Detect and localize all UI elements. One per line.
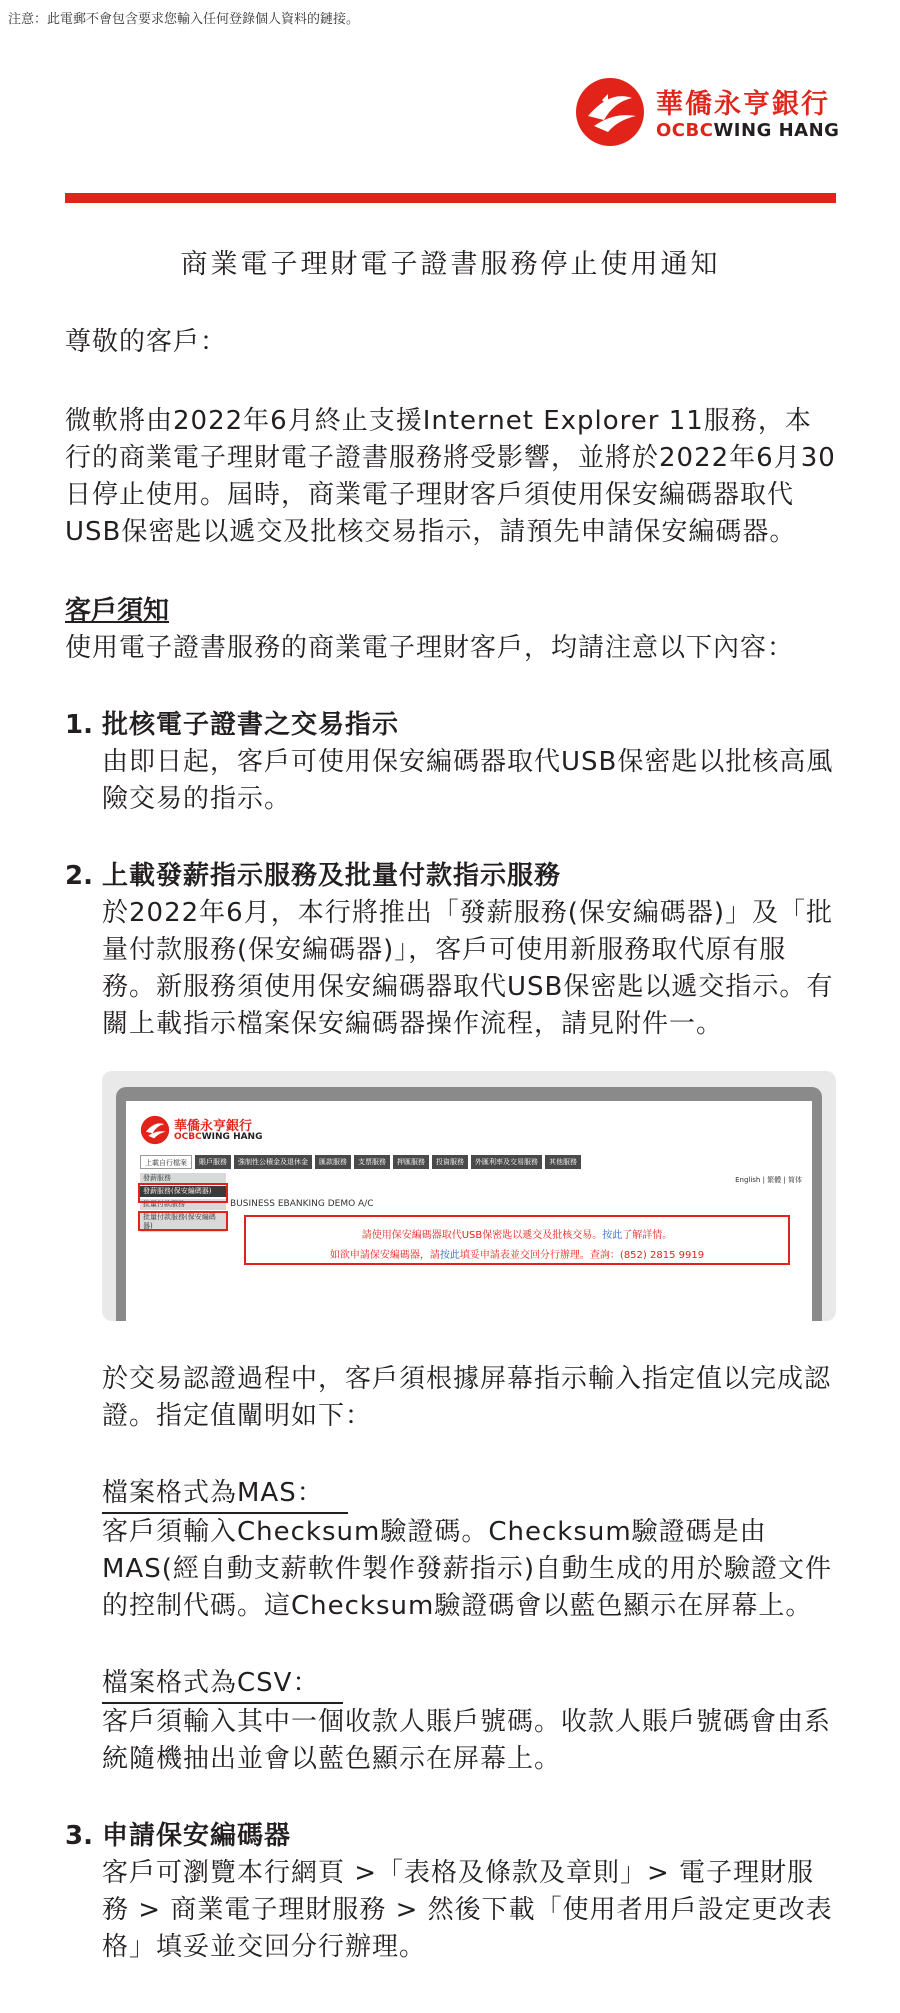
item-number: 1. — [65, 710, 93, 740]
highlight-box — [138, 1183, 228, 1203]
item-body: 客戶可瀏覽本行網頁 >「表格及條款及章則」> 電子理財服務 > 商業電子理財服務 > 然後下載「使用者用戶設定更改表格」填妥並交回分行辦理。 — [102, 1858, 833, 1962]
sidebar-item-bulk-payment: 批量付款服務 — [140, 1199, 226, 1210]
item-heading: 申請保安編碼器 — [102, 1821, 292, 1851]
salutation: 尊敬的客戶： — [65, 327, 228, 357]
bank-logo — [574, 72, 840, 150]
notice-text: 使用電子證書服務的商業電子理財客戶，均請注意以下內容： — [65, 633, 795, 663]
sidebar-item-payroll-token: 發薪服務(保安編碼器) — [140, 1186, 226, 1197]
intro-paragraph: 微軟將由2022年6月終止支援Internet Explorer 11服務，本行的商業電子理財電子證書服務將受影響，並將於2022年6月30日停止使用。屆時，商業電子理財客戶須使用保安編碼器取代USB保密匙以遞交及批核交易指示，請預先申請保安編碼器。 — [65, 406, 836, 547]
monitor-frame — [116, 1087, 822, 1321]
ebanking-screenshot — [102, 1071, 836, 1321]
account-name: BUSINESS EBANKING DEMO A/C — [230, 1199, 374, 1209]
list-item — [65, 1818, 836, 1966]
token-alert-box — [244, 1215, 790, 1265]
header-divider — [65, 193, 836, 203]
letter-body — [65, 230, 836, 1966]
sidebar-item-payroll: 發薪服務 — [140, 1173, 226, 1184]
item-body: 由即日起，客戶可使用保安編碼器取代USB保密匙以批核高風險交易的指示。 — [102, 747, 834, 814]
logo-english-name: OCBCWING HANG — [656, 120, 840, 141]
language-switch: English | 繁體 | 简体 — [735, 1176, 802, 1184]
item-heading: 上載發薪指示服務及批量付款指示服務 — [102, 861, 562, 891]
item-number: 3. — [65, 1821, 93, 1851]
csv-body: 客戶須輸入其中一個收款人賬戶號碼。收款人賬戶號碼會由系統隨機抽出並會以藍色顯示在屏幕上。 — [102, 1707, 832, 1774]
mas-body: 客戶須輸入Checksum驗證碼。Checksum驗證碼是由MAS(經自動支薪軟件製作發薪指示)自動生成的用於驗證文件的控制代碼。這Checksum驗證碼會以藍色顯示在屏幕上。 — [102, 1517, 833, 1621]
sidebar-item-bulk-payment-token: 批量付款服務(保安編碼器) — [140, 1212, 226, 1232]
list-item — [65, 707, 836, 818]
alert-line: 請使用保安編碼器取代USB保密匙以遞交及批核交易。按此了解詳情。 — [361, 1230, 673, 1241]
page-title: 商業電子理財電子證書服務停止使用通知 — [180, 249, 721, 280]
logo-chinese-name: 華僑永亨銀行 — [656, 89, 830, 120]
tab-others: 其他服務 — [545, 1155, 581, 1169]
csv-heading: 檔案格式為CSV： — [102, 1665, 343, 1704]
item-heading: 批核電子證書之交易指示 — [102, 710, 400, 740]
logo-chinese-name: 華僑永亨銀行 — [174, 1119, 253, 1134]
tab-mpf: 強制性公積金及退休金 — [234, 1155, 312, 1169]
logo-english-name: OCBCWING HANG — [174, 1132, 263, 1142]
tab-accounts: 賬戶服務 — [195, 1155, 231, 1169]
highlight-box — [138, 1211, 228, 1231]
tab-cheque: 支票服務 — [354, 1155, 390, 1169]
alert-line: 如欲申請保安編碼器，請按此填妥申請表並交回分行辦理。查詢：(852) 2815 9919 — [329, 1250, 705, 1261]
ocbc-logo-icon — [140, 1115, 170, 1145]
tab-fx: 外匯利率及交易服務 — [471, 1155, 542, 1169]
notice-heading: 客戶須知 — [65, 596, 170, 626]
tab-investment: 投資服務 — [432, 1155, 468, 1169]
tab-upload: 上載自行檔案 — [140, 1155, 192, 1169]
item-body: 於2022年6月，本行將推出「發薪服務(保安編碼器)」及「批量付款服務(保安編碼器)」，客戶可使用新服務取代原有服務。新服務須使用保安編碼器取代USB保密匙以遞交指示。有關上載指示檔案保安編碼器操作流程，請見附件一。 — [102, 898, 834, 1039]
monitor-screen — [126, 1101, 812, 1321]
item-number: 2. — [65, 861, 93, 891]
after-image-text: 於交易認證過程中，客戶須根據屏幕指示輸入指定值以完成認證。指定值闡明如下： — [102, 1364, 832, 1431]
tab-trade: 押匯服務 — [393, 1155, 429, 1169]
screenshot-tabbar — [140, 1155, 780, 1169]
mas-heading: 檔案格式為MAS： — [102, 1475, 348, 1514]
list-item — [65, 858, 836, 1778]
tab-remittance: 匯款服務 — [315, 1155, 351, 1169]
phishing-notice: 注意：此電郵不會包含要求您輸入任何登錄個人資料的鏈接。 — [8, 12, 360, 27]
ocbc-logo-icon — [574, 76, 646, 148]
